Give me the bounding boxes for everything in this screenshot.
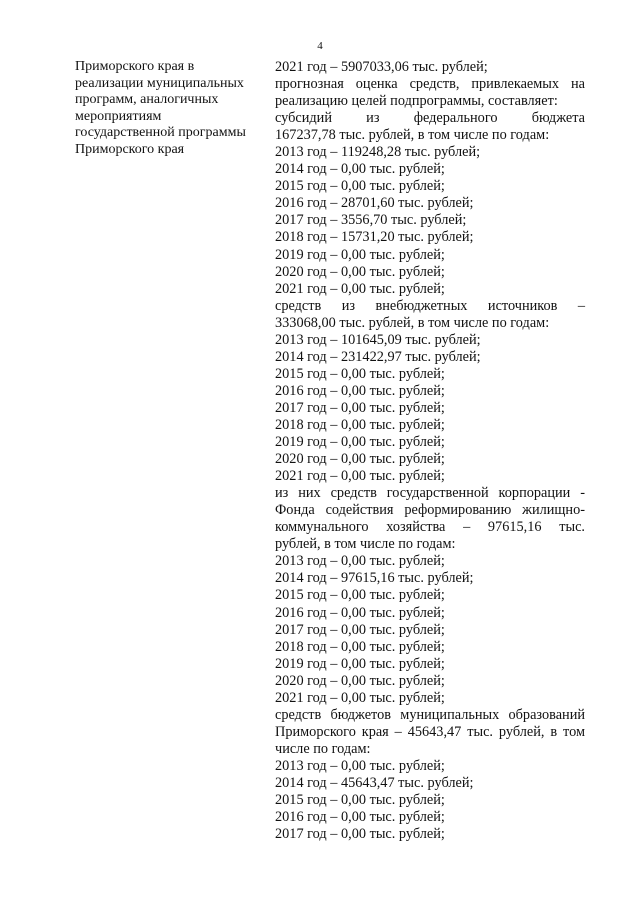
text-line: 333068,00 тыс. рублей, в том числе по годам: — [275, 314, 550, 331]
text-line: средств бюджетов муниципальных образований — [275, 706, 585, 723]
text-line: 2017 год – 0,00 тыс. рублей; — [275, 399, 445, 416]
text-line: 2018 год – 15731,20 тыс. рублей; — [275, 229, 474, 246]
text-line: 2015 год – 0,00 тыс. рублей; — [275, 365, 445, 382]
left-column-line: мероприятиям — [75, 108, 162, 124]
text-line: 2017 год – 0,00 тыс. рублей; — [275, 621, 445, 638]
text-line: 2018 год – 0,00 тыс. рублей; — [275, 638, 445, 655]
text-line: из них средств государственной корпорации - — [275, 485, 585, 502]
text-line: 2021 год – 5907033,06 тыс. рублей; — [275, 59, 488, 75]
left-column-line: Приморского края — [75, 141, 185, 157]
text-line: 2016 год – 0,00 тыс. рублей; — [275, 809, 445, 826]
text-line: 2014 год – 45643,47 тыс. рублей; — [275, 774, 474, 791]
text-line: 2015 год – 0,00 тыс. рублей; — [275, 587, 445, 604]
text-line: 167237,78 тыс. рублей, в том числе по годам: — [275, 127, 550, 144]
text-line: 2013 год – 0,00 тыс. рублей; — [275, 553, 445, 570]
text-line: Фонда содействия реформированию жилищно- — [275, 502, 585, 519]
left-column-label — [75, 59, 260, 159]
text-line: 2021 год – 0,00 тыс. рублей; — [275, 468, 445, 485]
text-line: 2020 год – 0,00 тыс. рублей; — [275, 672, 445, 689]
text-line: числе по годам: — [275, 740, 371, 757]
text-line: 2014 год – 97615,16 тыс. рублей; — [275, 570, 474, 587]
text-line: 2019 год – 0,00 тыс. рублей; — [275, 246, 445, 263]
text-line: 2019 год – 0,00 тыс. рублей; — [275, 434, 445, 451]
text-line: 2020 год – 0,00 тыс. рублей; — [275, 451, 445, 468]
left-column-line: реализации муниципальных — [75, 75, 244, 91]
text-line: 2014 год – 0,00 тыс. рублей; — [275, 161, 445, 178]
text-line: реализацию целей подпрограммы, составляет: — [275, 93, 558, 110]
text-line: рублей, в том числе по годам: — [275, 536, 456, 553]
text-line: 2015 год – 0,00 тыс. рублей; — [275, 792, 445, 809]
text-line: средств из внебюджетных источников – — [275, 297, 585, 314]
text-line: Приморского края – 45643,47 тыс. рублей, в том — [275, 723, 585, 740]
text-line: 2013 год – 119248,28 тыс. рублей; — [275, 144, 481, 161]
text-line: 2021 год – 0,00 тыс. рублей; — [275, 280, 445, 297]
text-line: 2013 год – 101645,09 тыс. рублей; — [275, 331, 481, 348]
text-line: 2016 год – 28701,60 тыс. рублей; — [275, 195, 474, 212]
text-line: 2017 год – 3556,70 тыс. рублей; — [275, 212, 467, 229]
text-line: 2016 год – 0,00 тыс. рублей; — [275, 604, 445, 621]
left-column-line: государственной программы — [75, 125, 246, 141]
text-line: 2020 год – 0,00 тыс. рублей; — [275, 263, 445, 280]
text-line: 2017 год – 0,00 тыс. рублей; — [275, 826, 445, 843]
text-line: 2018 год – 0,00 тыс. рублей; — [275, 416, 445, 433]
left-column-line: Приморского края в — [75, 59, 195, 74]
text-line: прогнозная оценка средств, привлекаемых на — [275, 76, 585, 93]
text-line: 2013 год – 0,00 тыс. рублей; — [275, 757, 445, 774]
text-line: 2015 год – 0,00 тыс. рублей; — [275, 178, 445, 195]
text-line: субсидий из федерального бюджета — [275, 110, 585, 127]
right-column-content — [275, 59, 585, 843]
page-number: 4 — [317, 40, 323, 52]
left-column-line: программ, аналогичных — [75, 92, 219, 108]
text-line: 2014 год – 231422,97 тыс. рублей; — [275, 348, 481, 365]
text-line: коммунального хозяйства – 97615,16 тыс. — [275, 519, 585, 536]
text-line: 2021 год – 0,00 тыс. рублей; — [275, 689, 445, 706]
text-line: 2019 год – 0,00 тыс. рублей; — [275, 655, 445, 672]
text-line: 2016 год – 0,00 тыс. рублей; — [275, 382, 445, 399]
